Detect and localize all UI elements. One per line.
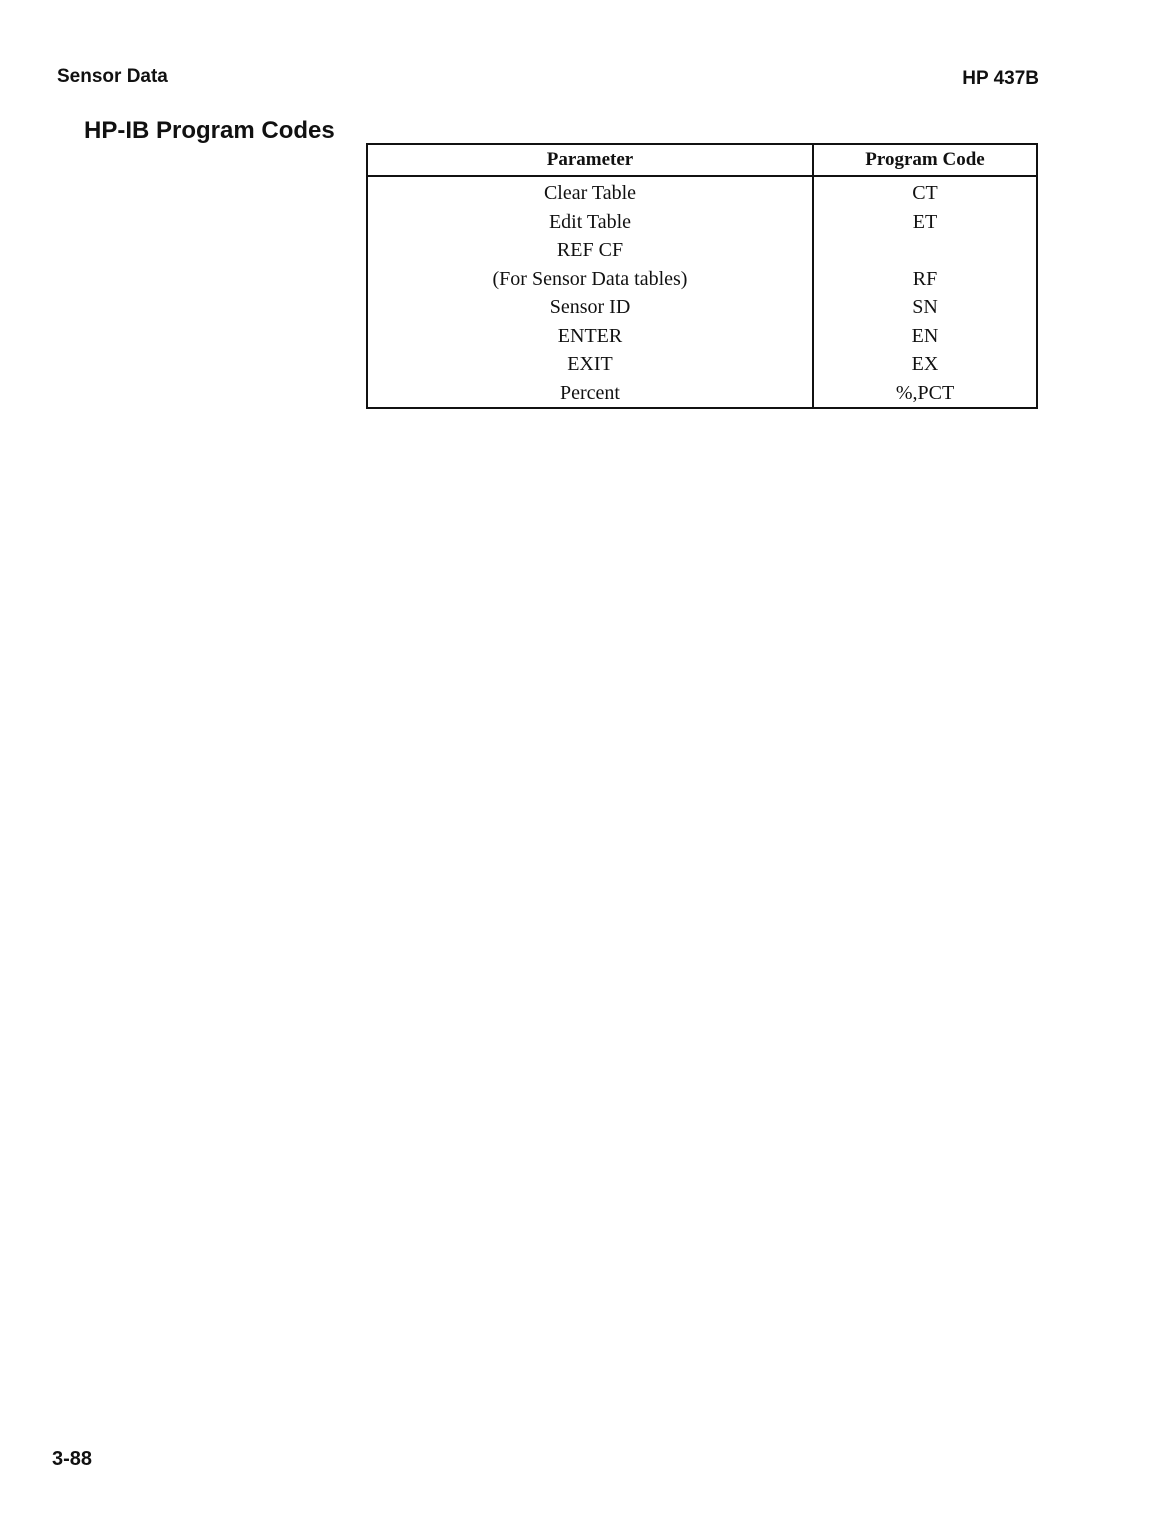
parameter-cell: Edit Table <box>367 208 813 237</box>
running-header-section: Sensor Data <box>57 66 168 87</box>
program-code-cell: RF <box>912 267 938 290</box>
parameter-cell: Percent <box>367 379 813 409</box>
program-code-cell: %,PCT <box>895 381 955 404</box>
program-codes-table <box>366 143 1038 409</box>
page-number: 3-88 <box>52 1448 93 1470</box>
parameter-cell: ENTER <box>367 322 813 351</box>
column-header-program-code: Program Code <box>813 144 1037 176</box>
table-row <box>367 176 1037 208</box>
parameter-cell: Clear Table <box>367 176 813 208</box>
column-header-parameter: Parameter <box>367 144 813 176</box>
table-row <box>367 350 1037 379</box>
table-row <box>367 265 1037 294</box>
parameter-cell: REF CF <box>367 236 813 265</box>
program-code-cell: CT <box>912 182 938 205</box>
table-row <box>367 379 1037 409</box>
table-row <box>367 322 1037 351</box>
table-row <box>367 208 1037 237</box>
parameter-cell: EXIT <box>367 350 813 379</box>
program-code-cell: EN <box>911 324 939 347</box>
running-header-model: HP 437B <box>962 68 1039 89</box>
parameter-cell: Sensor ID <box>367 293 813 322</box>
program-code-cell: ET <box>912 210 938 233</box>
program-code-cell: SN <box>912 296 938 319</box>
table-row <box>367 293 1037 322</box>
program-code-cell: EX <box>911 353 939 376</box>
section-title: HP-IB Program Codes <box>84 117 335 144</box>
parameter-cell: (For Sensor Data tables) <box>367 265 813 294</box>
table-header-row <box>367 144 1037 176</box>
table-row <box>367 236 1037 265</box>
program-code-cell <box>813 236 1037 265</box>
